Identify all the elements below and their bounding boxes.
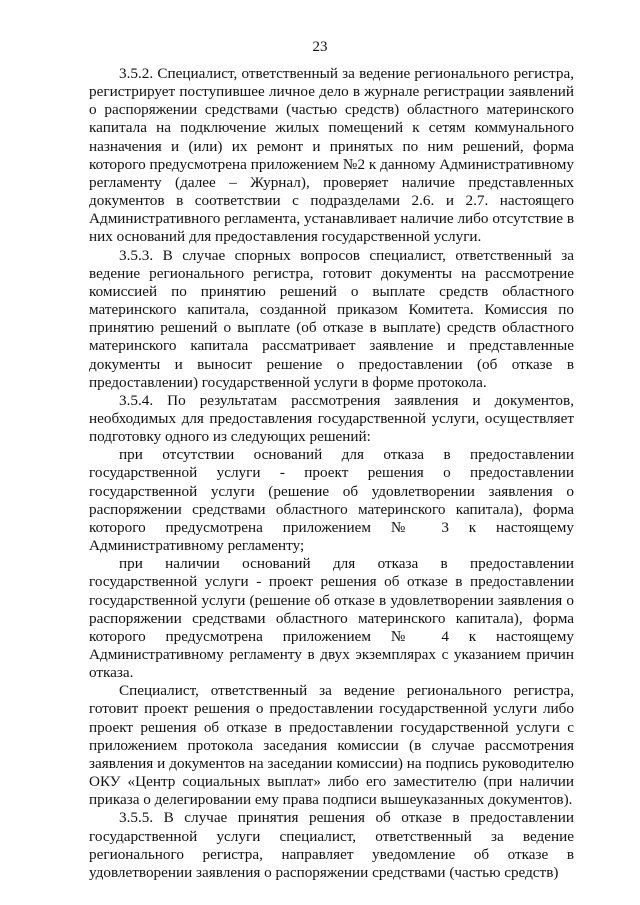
- paragraph-3-5-5: 3.5.5. В случае принятия решения об отказе в предоставлении государственной услуги специалист, ответственный за ведение регионального регистра, направляет уведомление об отказе в удовлетворении заявления о распоряжении средствами (частью средств): [89, 809, 574, 881]
- paragraph-3-5-4: 3.5.4. По результатам рассмотрения заявления и документов, необходимых для предоставления государственной услуги, осуществляет подготовку одного из следующих решений:: [89, 391, 574, 446]
- paragraph-3-5-3: 3.5.3. В случае спорных вопросов специалист, ответственный за ведение регионального регистра, готовит документы на рассмотрение комиссией по принятию решений о выплате средств областного материнского капитала, созданной приказом Комитета. Комиссия по принятию решений о выплате (об отказе в выплате) средств областного материнского капитала рассматривает заявление и представленные документы и выносит решение о предоставлении (об отказе в предоставлении) государственной услуги в форме протокола.: [89, 246, 574, 391]
- page-number: 23: [312, 39, 328, 55]
- document-body: [89, 65, 574, 882]
- paragraph-option-grant: при отсутствии оснований для отказа в предоставлении государственной услуги - проект решения о предоставлении государственной услуги (решение об удовлетворении заявления о распоряжении средствами областного материнского капитала), форма которого предусмотрена приложением № 3 к настоящему Административному регламенту;: [89, 446, 574, 555]
- paragraph-specialist-prepares: Специалист, ответственный за ведение регионального регистра, готовит проект решения о предоставлении государственной услуги либо проект решения об отказе в предоставлении государственной услуги с приложением протокола заседания комиссии (в случае рассмотрения заявления и документов на заседании комиссии) на подпись руководителю ОКУ «Центр социальных выплат» либо его заместителю (при наличии приказа о делегировании ему права подписи вышеуказанных документов).: [89, 682, 574, 809]
- paragraph-option-refusal: при наличии оснований для отказа в предоставлении государственной услуги - проект решения об отказе в предоставлении государственной услуги (решение об отказе в удовлетворении заявления о распоряжении средствами областного материнского капитала), форма которого предусмотрена приложением № 4 к настоящему Административному регламенту в двух экземплярах с указанием причин отказа.: [89, 555, 574, 682]
- paragraph-3-5-2: 3.5.2. Специалист, ответственный за ведение регионального регистра, регистрирует поступившее личное дело в журнале регистрации заявлений о распоряжении средствами (частью средств) областного материнского капитала на подключение жилых помещений к сетям коммунального назначения и (или) их ремонт и принятых по ним решений, форма которого предусмотрена приложением №2 к данному Административному регламенту (далее – Журнал), проверяет наличие представленных документов в соответствии с подразделами 2.6. и 2.7. настоящего Административного регламента, устанавливает наличие либо отсутствие в них оснований для предоставления государственной услуги.: [89, 65, 574, 246]
